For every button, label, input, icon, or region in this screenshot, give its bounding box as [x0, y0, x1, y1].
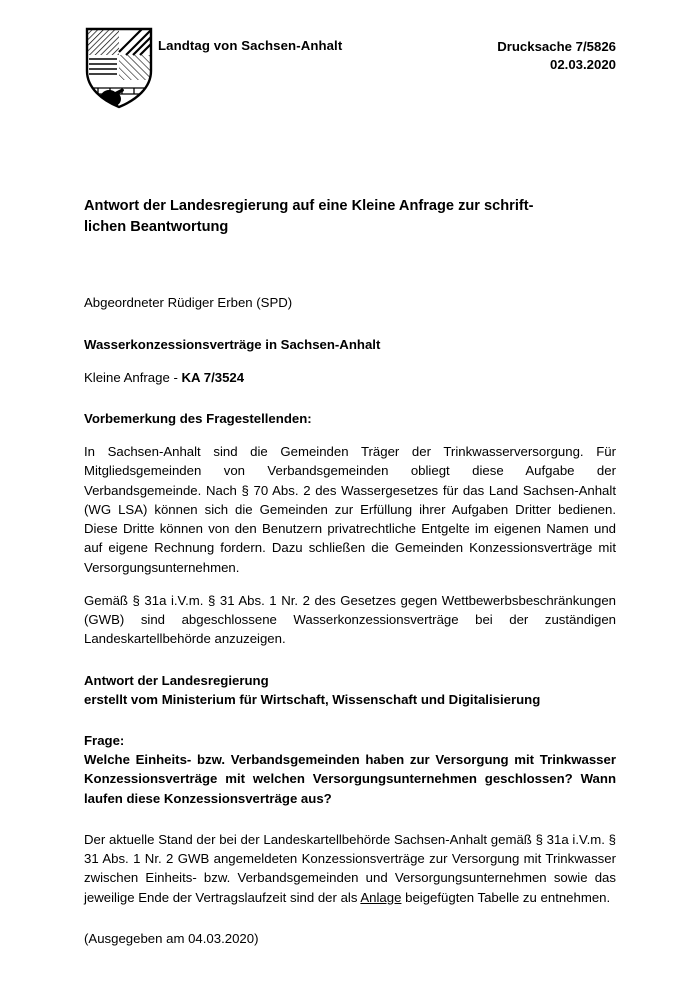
- spacer: [84, 649, 616, 671]
- drucksache-number: Drucksache 7/5826: [497, 39, 616, 54]
- anlage-link[interactable]: Anlage: [360, 889, 402, 905]
- question-label: Frage:: [84, 732, 125, 748]
- document-header: [84, 0, 616, 120]
- question-text: Welche Einheits- bzw. Verbandsgemeinden haben zur Versorgung mit Trinkwasser Konzessionsverträge mit welchen Versorgungsunternehmen geschlossen? Wann laufen diese Konzessionsverträge aus?: [84, 752, 616, 806]
- spacer: [84, 808, 616, 830]
- page-title-line-2: lichen Beantwortung: [84, 218, 229, 235]
- spacer: [84, 709, 616, 731]
- inquiry-number: KA 7/3524: [181, 369, 245, 385]
- preliminary-heading: Vorbemerkung des Fragestellenden:: [84, 410, 312, 426]
- page-title: [84, 196, 616, 237]
- preliminary-paragraph-1: In Sachsen-Anhalt sind die Gemeinden Träger der Trinkwasserversorgung. Für Mitgliedsgemeinden von Verbandsgemeinden obliegt diese Aufgabe der Verbandsgemeinde. Nach § 70 Abs. 2 des Wassergesetzes für das Land Sachsen-Anhalt (WG LSA) können sich die Gemeinden zur Erfüllung ihrer Aufgaben Dritter bedienen. Diese Dritte können von den Benutzern privatrechtliche Entgelte im eigenen Namen und auf eigene Rechnung fordern. Dazu schließen die Gemeinden Konzessionsverträge mit Versorgungsunternehmen.: [84, 444, 616, 575]
- inquiry-label: Kleine Anfrage -: [84, 369, 182, 385]
- issued-note: (Ausgegeben am 04.03.2020): [84, 931, 259, 946]
- spacer: [84, 577, 616, 591]
- author-line: Abgeordneter Rüdiger Erben (SPD): [84, 295, 293, 311]
- subject-line: Wasserkonzessionsverträge in Sachsen-Anhalt: [84, 336, 381, 352]
- answer-heading-line-1: Antwort der Landesregierung: [84, 672, 269, 688]
- answer-heading-line-2: erstellt vom Ministerium für Wirtschaft, Wissenschaft und Digitalisierung: [84, 691, 541, 707]
- spacer: [84, 354, 616, 368]
- inquiry-line: [84, 368, 616, 387]
- spacer: [84, 387, 616, 409]
- preliminary-paragraph-2: Gemäß § 31a i.V.m. § 31 Abs. 1 Nr. 2 des Gesetzes gegen Wettbewerbsbeschränkungen (GWB) sind abgeschlossene Wasserkonzessionsverträge bei der zuständigen Landeskartellbehörde anzuzeigen.: [84, 592, 616, 647]
- spacer: [84, 237, 616, 293]
- spacer: [84, 313, 616, 335]
- coat-of-arms-icon: [84, 26, 154, 110]
- document-meta: [497, 38, 616, 73]
- organization-name: Landtag von Sachsen-Anhalt: [158, 38, 343, 53]
- answer-text-after-link: beigefügten Tabelle zu entnehmen.: [401, 889, 611, 905]
- answer-text-before-link: Der aktuelle Stand der bei der Landeskartellbehörde Sachsen-Anhalt gemäß § 31a i.V.m. § 31 Abs. 1 Nr. 2 GWB angemeldeten Konzessionsverträge zur Versorgung mit Trinkwasser zwischen Einheits- bzw. Verbandsgemeinden und Versorgungsunternehmen sowie das jeweilige Ende der Vertragslaufzeit sind der als: [84, 831, 616, 905]
- answer-paragraph: [84, 830, 616, 907]
- page-title-line-1: Antwort der Landesregierung auf eine Kleine Anfrage zur schrift-: [84, 198, 534, 214]
- document-date: 02.03.2020: [549, 56, 616, 72]
- spacer: [84, 428, 616, 442]
